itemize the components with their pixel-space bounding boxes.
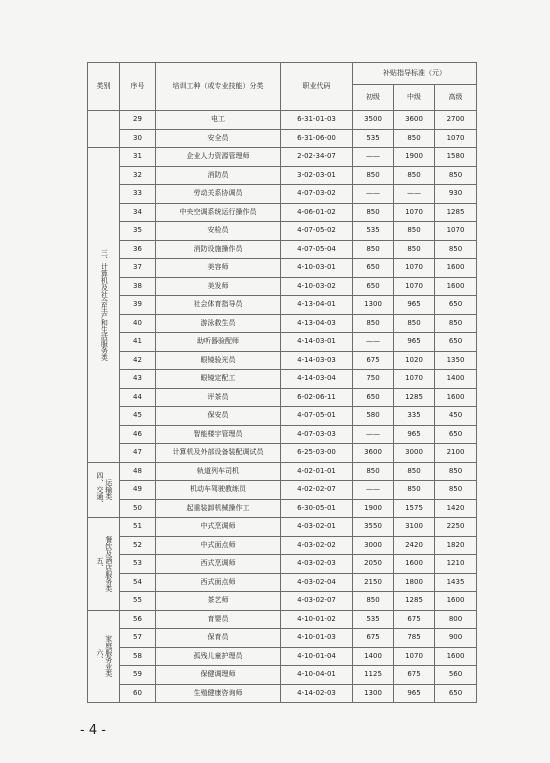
row-number: 32: [120, 166, 156, 185]
table-row: [88, 351, 477, 370]
senior-subsidy: 1600: [435, 259, 477, 278]
occupation-code: 4-03-02-01: [281, 518, 353, 537]
category-cell-c3: [88, 148, 120, 463]
table-row: [88, 629, 477, 648]
table-row: [88, 407, 477, 426]
middle-subsidy: 1285: [394, 388, 435, 407]
occupation-name: 机动车驾驶教练员: [156, 481, 281, 500]
senior-subsidy: 650: [435, 333, 477, 352]
occupation-name: 保安员: [156, 407, 281, 426]
row-number: 59: [120, 666, 156, 685]
table-row: [88, 555, 477, 574]
row-number: 53: [120, 555, 156, 574]
middle-subsidy: 850: [394, 462, 435, 481]
junior-subsidy: 650: [353, 277, 394, 296]
junior-subsidy: 3500: [353, 111, 394, 130]
junior-subsidy: 535: [353, 222, 394, 241]
middle-subsidy: 3100: [394, 518, 435, 537]
occupation-name: 中式面点师: [156, 536, 281, 555]
junior-subsidy: 580: [353, 407, 394, 426]
occupation-code: 4-03-02-03: [281, 555, 353, 574]
middle-subsidy: 1070: [394, 370, 435, 389]
middle-subsidy: 965: [394, 425, 435, 444]
occupation-code: 4-07-05-01: [281, 407, 353, 426]
table-row: [88, 185, 477, 204]
row-number: 48: [120, 462, 156, 481]
junior-subsidy: 650: [353, 388, 394, 407]
junior-subsidy: 675: [353, 351, 394, 370]
row-number: 60: [120, 684, 156, 703]
occupation-name: 社会体育指导员: [156, 296, 281, 315]
occupation-name: 美发师: [156, 277, 281, 296]
senior-subsidy: 450: [435, 407, 477, 426]
header-senior: 高级: [435, 85, 477, 111]
senior-subsidy: 1210: [435, 555, 477, 574]
occupation-name: 游泳救生员: [156, 314, 281, 333]
occupation-code: 4-07-05-02: [281, 222, 353, 241]
senior-subsidy: 850: [435, 462, 477, 481]
senior-subsidy: 650: [435, 296, 477, 315]
header-junior: 初级: [353, 85, 394, 111]
occupation-code: 4-10-01-04: [281, 647, 353, 666]
middle-subsidy: 850: [394, 166, 435, 185]
middle-subsidy: 850: [394, 314, 435, 333]
senior-subsidy: 900: [435, 629, 477, 648]
senior-subsidy: 1600: [435, 277, 477, 296]
senior-subsidy: 1400: [435, 370, 477, 389]
junior-subsidy: 535: [353, 610, 394, 629]
row-number: 58: [120, 647, 156, 666]
junior-subsidy: ——: [353, 425, 394, 444]
occupation-code: 4-10-04-01: [281, 666, 353, 685]
middle-subsidy: ——: [394, 185, 435, 204]
row-number: 39: [120, 296, 156, 315]
occupation-code: 4-10-03-01: [281, 259, 353, 278]
occupation-code: 4-06-01-02: [281, 203, 353, 222]
table-row: [88, 462, 477, 481]
junior-subsidy: 1300: [353, 296, 394, 315]
row-number: 49: [120, 481, 156, 500]
table-row: [88, 296, 477, 315]
occupation-code: 4-07-03-02: [281, 185, 353, 204]
occupation-name: 保育员: [156, 629, 281, 648]
junior-subsidy: 1125: [353, 666, 394, 685]
occupation-code: 4-02-01-01: [281, 462, 353, 481]
occupation-name: 孤残儿童护理员: [156, 647, 281, 666]
occupation-code: 4-10-01-03: [281, 629, 353, 648]
header-category: 类别: [88, 63, 120, 111]
category-cell-c6: [88, 610, 120, 703]
subsidy-table: [87, 62, 477, 703]
table-row: [88, 481, 477, 500]
row-number: 57: [120, 629, 156, 648]
occupation-code: 4-03-02-02: [281, 536, 353, 555]
header-middle: 中级: [394, 85, 435, 111]
row-number: 31: [120, 148, 156, 167]
middle-subsidy: 850: [394, 222, 435, 241]
occupation-name: 茶艺师: [156, 592, 281, 611]
junior-subsidy: 750: [353, 370, 394, 389]
occupation-code: 4-07-03-03: [281, 425, 353, 444]
row-number: 50: [120, 499, 156, 518]
row-number: 47: [120, 444, 156, 463]
occupation-name: 助听器验配师: [156, 333, 281, 352]
junior-subsidy: 1900: [353, 499, 394, 518]
junior-subsidy: ——: [353, 148, 394, 167]
occupation-name: 眼镜定配工: [156, 370, 281, 389]
middle-subsidy: 965: [394, 296, 435, 315]
category-label-part: 餐饮及酒店服务类: [104, 535, 113, 592]
table-row: [88, 610, 477, 629]
table-row: [88, 499, 477, 518]
occupation-code: 4-10-03-02: [281, 277, 353, 296]
middle-subsidy: 1070: [394, 259, 435, 278]
senior-subsidy: 650: [435, 425, 477, 444]
middle-subsidy: 1575: [394, 499, 435, 518]
header-seq: 序号: [120, 63, 156, 111]
middle-subsidy: 675: [394, 666, 435, 685]
occupation-name: 消防员: [156, 166, 281, 185]
middle-subsidy: 1800: [394, 573, 435, 592]
header-code: 职业代码: [281, 63, 353, 111]
junior-subsidy: 850: [353, 592, 394, 611]
occupation-name: 评茶员: [156, 388, 281, 407]
row-number: 55: [120, 592, 156, 611]
table-row: [88, 111, 477, 130]
senior-subsidy: 1420: [435, 499, 477, 518]
row-number: 34: [120, 203, 156, 222]
middle-subsidy: 2420: [394, 536, 435, 555]
row-number: 44: [120, 388, 156, 407]
table-row: [88, 647, 477, 666]
junior-subsidy: ——: [353, 333, 394, 352]
occupation-code: 6-02-06-11: [281, 388, 353, 407]
row-number: 45: [120, 407, 156, 426]
senior-subsidy: 850: [435, 481, 477, 500]
row-number: 36: [120, 240, 156, 259]
middle-subsidy: 965: [394, 333, 435, 352]
row-number: 37: [120, 259, 156, 278]
senior-subsidy: 1600: [435, 592, 477, 611]
senior-subsidy: 1580: [435, 148, 477, 167]
category-label-part: 四、交通、: [96, 472, 104, 508]
occupation-code: 6-30-05-01: [281, 499, 353, 518]
senior-subsidy: 650: [435, 684, 477, 703]
occupation-name: 智能楼宇管理员: [156, 425, 281, 444]
junior-subsidy: 850: [353, 462, 394, 481]
category-label-part: 三、计算机及社会生产和生活服务类: [100, 248, 109, 361]
senior-subsidy: 1070: [435, 222, 477, 241]
occupation-name: 轨道列车司机: [156, 462, 281, 481]
occupation-code: 4-14-03-04: [281, 370, 353, 389]
senior-subsidy: 800: [435, 610, 477, 629]
table-row: [88, 333, 477, 352]
senior-subsidy: 930: [435, 185, 477, 204]
junior-subsidy: 3600: [353, 444, 394, 463]
table-body: [88, 111, 477, 703]
senior-subsidy: 1435: [435, 573, 477, 592]
occupation-code: 4-10-01-02: [281, 610, 353, 629]
senior-subsidy: 2700: [435, 111, 477, 130]
occupation-code: 2-02-34-07: [281, 148, 353, 167]
header-subsidy: 补贴指导标准（元）: [353, 63, 477, 85]
category-label-part: 家庭服务业类: [104, 635, 113, 678]
middle-subsidy: 1070: [394, 203, 435, 222]
junior-subsidy: ——: [353, 185, 394, 204]
middle-subsidy: 1020: [394, 351, 435, 370]
middle-subsidy: 1600: [394, 555, 435, 574]
row-number: 54: [120, 573, 156, 592]
row-number: 46: [120, 425, 156, 444]
table-row: [88, 425, 477, 444]
middle-subsidy: 850: [394, 240, 435, 259]
row-number: 41: [120, 333, 156, 352]
occupation-code: 4-13-04-01: [281, 296, 353, 315]
category-label-part: 五、: [96, 556, 104, 571]
middle-subsidy: 1070: [394, 277, 435, 296]
middle-subsidy: 1900: [394, 148, 435, 167]
table-row: [88, 666, 477, 685]
category-cell-c5: [88, 518, 120, 611]
middle-subsidy: 785: [394, 629, 435, 648]
header-type: 培训工种（或专业技能）分类: [156, 63, 281, 111]
senior-subsidy: 1350: [435, 351, 477, 370]
senior-subsidy: 2250: [435, 518, 477, 537]
occupation-name: 起重装卸机械操作工: [156, 499, 281, 518]
middle-subsidy: 850: [394, 129, 435, 148]
table-row: [88, 536, 477, 555]
row-number: 43: [120, 370, 156, 389]
table-row: [88, 166, 477, 185]
junior-subsidy: 1300: [353, 684, 394, 703]
junior-subsidy: 675: [353, 629, 394, 648]
row-number: 29: [120, 111, 156, 130]
page-number: - 4 -: [80, 723, 106, 738]
junior-subsidy: 3550: [353, 518, 394, 537]
junior-subsidy: 650: [353, 259, 394, 278]
junior-subsidy: 1400: [353, 647, 394, 666]
occupation-code: 4-03-02-04: [281, 573, 353, 592]
middle-subsidy: 1285: [394, 592, 435, 611]
table-row: [88, 148, 477, 167]
table-row: [88, 518, 477, 537]
occupation-name: 眼镜验光员: [156, 351, 281, 370]
category-label-part: 六、: [96, 649, 104, 664]
occupation-code: 4-13-04-03: [281, 314, 353, 333]
occupation-name: 劳动关系协调员: [156, 185, 281, 204]
senior-subsidy: 850: [435, 314, 477, 333]
row-number: 35: [120, 222, 156, 241]
occupation-code: 4-14-03-01: [281, 333, 353, 352]
occupation-name: 安全员: [156, 129, 281, 148]
middle-subsidy: 3000: [394, 444, 435, 463]
row-number: 42: [120, 351, 156, 370]
occupation-name: 安检员: [156, 222, 281, 241]
senior-subsidy: 850: [435, 240, 477, 259]
table-row: [88, 129, 477, 148]
occupation-name: 育婴员: [156, 610, 281, 629]
row-number: 38: [120, 277, 156, 296]
table-row: [88, 684, 477, 703]
occupation-name: 中央空调系统运行操作员: [156, 203, 281, 222]
occupation-code: 6-31-06-00: [281, 129, 353, 148]
junior-subsidy: 535: [353, 129, 394, 148]
category-cell-continued: [88, 111, 120, 148]
middle-subsidy: 675: [394, 610, 435, 629]
middle-subsidy: 335: [394, 407, 435, 426]
junior-subsidy: 2150: [353, 573, 394, 592]
junior-subsidy: 2050: [353, 555, 394, 574]
occupation-code: 6-25-03-00: [281, 444, 353, 463]
middle-subsidy: 965: [394, 684, 435, 703]
occupation-name: 保健调理师: [156, 666, 281, 685]
table-row: [88, 240, 477, 259]
senior-subsidy: 560: [435, 666, 477, 685]
occupation-code: 6-31-01-03: [281, 111, 353, 130]
row-number: 51: [120, 518, 156, 537]
occupation-code: 4-07-05-04: [281, 240, 353, 259]
junior-subsidy: ——: [353, 481, 394, 500]
occupation-code: 4-14-03-03: [281, 351, 353, 370]
senior-subsidy: 1820: [435, 536, 477, 555]
occupation-name: 电工: [156, 111, 281, 130]
occupation-name: 美容师: [156, 259, 281, 278]
junior-subsidy: 850: [353, 240, 394, 259]
junior-subsidy: 850: [353, 203, 394, 222]
row-number: 33: [120, 185, 156, 204]
middle-subsidy: 850: [394, 481, 435, 500]
senior-subsidy: 2100: [435, 444, 477, 463]
table-row: [88, 259, 477, 278]
occupation-name: 企业人力资源管理师: [156, 148, 281, 167]
table-row: [88, 388, 477, 407]
middle-subsidy: 3600: [394, 111, 435, 130]
table-row: [88, 592, 477, 611]
occupation-name: 中式烹调师: [156, 518, 281, 537]
row-number: 40: [120, 314, 156, 333]
occupation-name: 计算机及外部设备装配调试员: [156, 444, 281, 463]
category-label-part: 运输类: [104, 479, 113, 501]
junior-subsidy: 850: [353, 166, 394, 185]
senior-subsidy: 850: [435, 166, 477, 185]
occupation-name: 生殖健康咨询师: [156, 684, 281, 703]
row-number: 30: [120, 129, 156, 148]
category-cell-c4: [88, 462, 120, 518]
row-number: 56: [120, 610, 156, 629]
table-row: [88, 314, 477, 333]
table-header-row: [88, 63, 477, 85]
occupation-code: 4-02-02-07: [281, 481, 353, 500]
occupation-name: 消防设施操作员: [156, 240, 281, 259]
senior-subsidy: 1285: [435, 203, 477, 222]
table-row: [88, 203, 477, 222]
middle-subsidy: 1070: [394, 647, 435, 666]
occupation-code: 4-14-02-03: [281, 684, 353, 703]
junior-subsidy: 3000: [353, 536, 394, 555]
occupation-name: 西式面点师: [156, 573, 281, 592]
table-row: [88, 573, 477, 592]
occupation-code: 3-02-03-01: [281, 166, 353, 185]
senior-subsidy: 1600: [435, 647, 477, 666]
senior-subsidy: 1070: [435, 129, 477, 148]
senior-subsidy: 1600: [435, 388, 477, 407]
table-row: [88, 277, 477, 296]
occupation-name: 西式烹调师: [156, 555, 281, 574]
row-number: 52: [120, 536, 156, 555]
junior-subsidy: 850: [353, 314, 394, 333]
table-row: [88, 444, 477, 463]
table-row: [88, 222, 477, 241]
occupation-code: 4-03-02-07: [281, 592, 353, 611]
table-row: [88, 370, 477, 389]
